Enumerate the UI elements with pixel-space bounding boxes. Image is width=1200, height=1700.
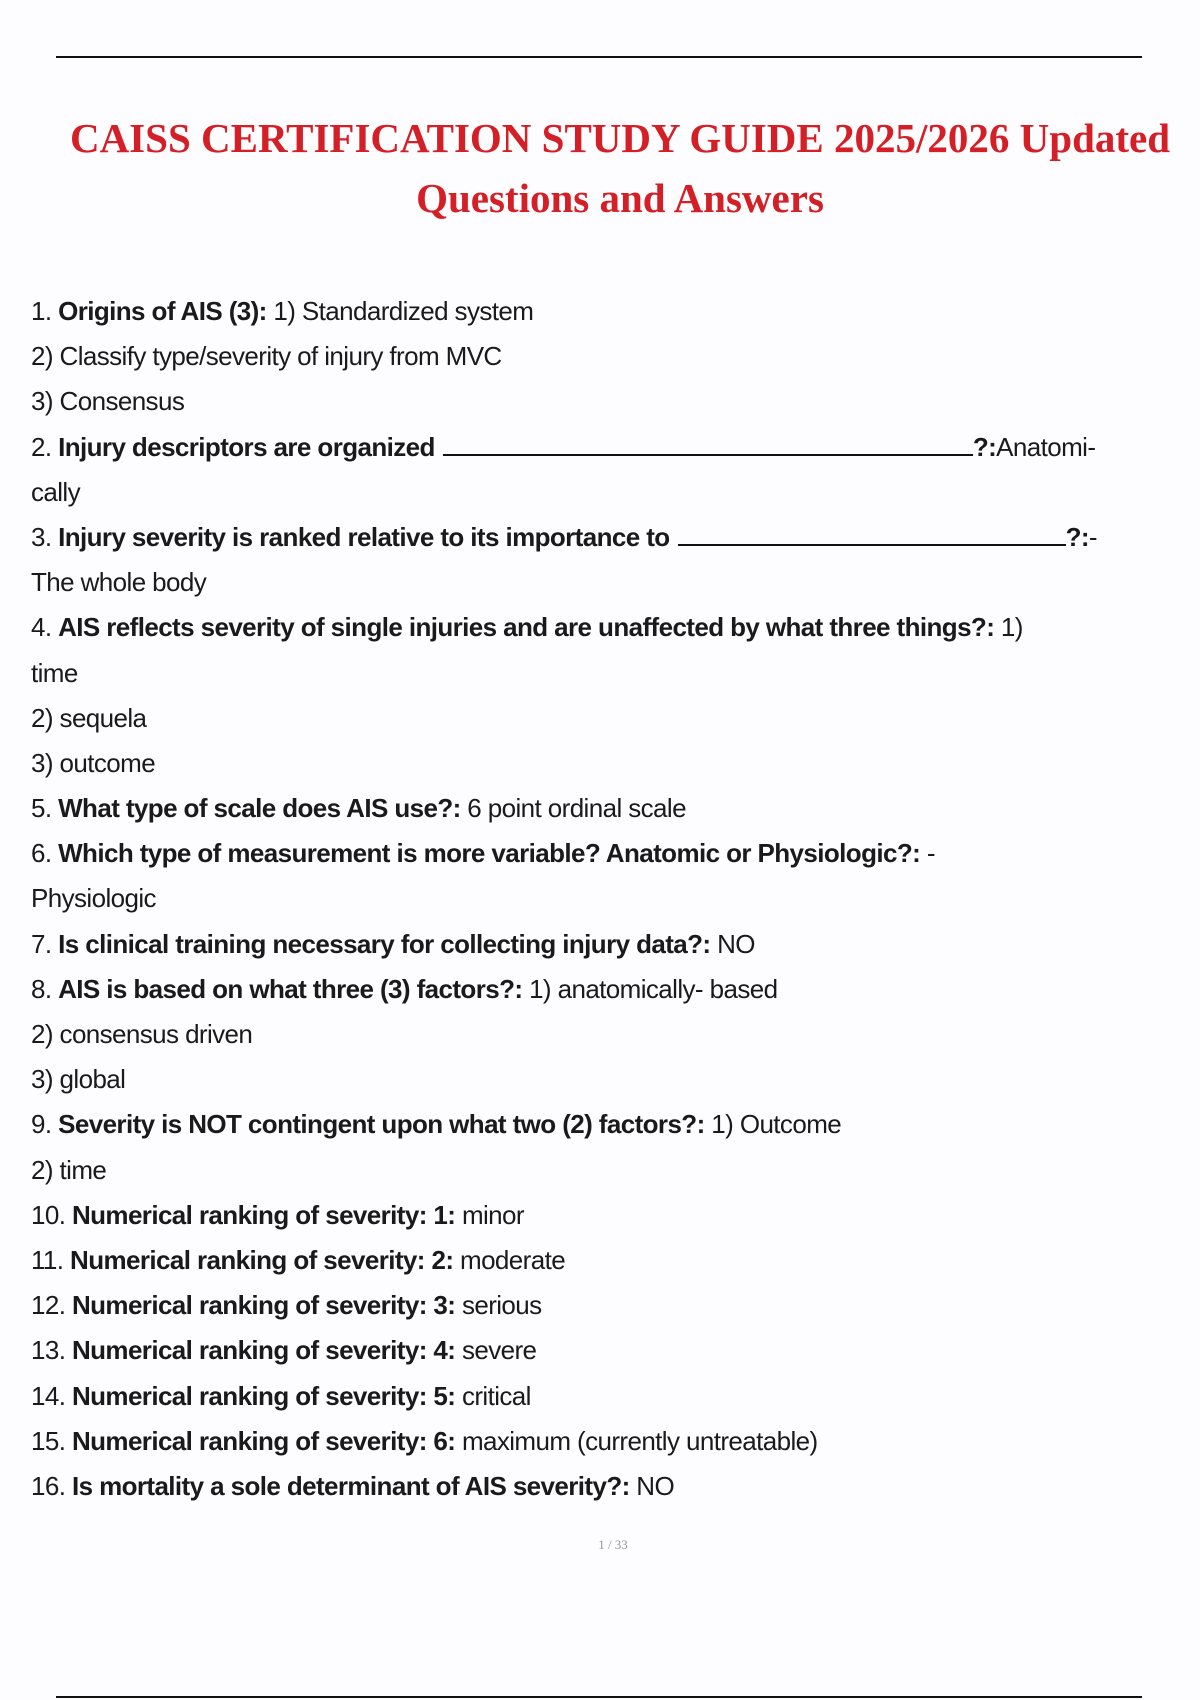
question-list <box>31 289 1181 1509</box>
question-number: 15. <box>31 1425 66 1456</box>
question-number: 12. <box>31 1290 66 1321</box>
answer-continuation: 2) time <box>31 1154 107 1185</box>
answer-text: - <box>1088 521 1097 552</box>
question-text: Numerical ranking of severity: 6: <box>71 1425 456 1456</box>
answer-continuation: 2) sequela <box>31 702 147 733</box>
question-text: Numerical ranking of severity: 4: <box>71 1335 456 1366</box>
answer-text: 1) Outcome <box>711 1109 842 1140</box>
question-item <box>31 1193 1181 1238</box>
answer-continuation: 3) Consensus <box>31 386 185 417</box>
question-suffix: ?: <box>1065 521 1089 552</box>
question-number: 2. <box>31 431 52 462</box>
document-title <box>40 108 1200 228</box>
question-item <box>31 1283 1181 1328</box>
question-item <box>31 425 1181 470</box>
answer-continuation: 3) global <box>31 1064 126 1095</box>
question-item <box>31 831 1181 876</box>
question-number: 9. <box>31 1109 52 1140</box>
answer-text: 1) <box>1000 612 1023 643</box>
question-number: 3. <box>31 521 52 552</box>
question-number: 1. <box>31 296 52 326</box>
answer-text: moderate <box>460 1244 566 1275</box>
question-number: 16. <box>31 1470 66 1501</box>
page-number: 1 / 33 <box>598 1537 628 1552</box>
question-number: 11. <box>31 1244 64 1275</box>
question-item <box>31 922 1181 967</box>
question-text: Severity is NOT contingent upon what two (2) factors?: <box>58 1109 705 1140</box>
answer-continuation: 2) consensus driven <box>31 1019 253 1049</box>
question-text: Numerical ranking of severity: 3: <box>71 1290 456 1321</box>
question-item <box>31 515 1181 560</box>
question-text: Is mortality a sole determinant of AIS severity?: <box>71 1470 630 1501</box>
question-text: Numerical ranking of severity: 5: <box>71 1380 456 1411</box>
question-item <box>31 1238 1181 1283</box>
question-text: Injury descriptors are organized <box>58 431 435 462</box>
question-text: Injury severity is ranked relative to its importance to <box>58 521 670 552</box>
question-item <box>31 786 1181 831</box>
answer-text: NO <box>636 1470 675 1501</box>
question-item <box>31 1328 1181 1373</box>
answer-text: NO <box>717 928 755 959</box>
question-number: 7. <box>31 928 52 959</box>
answer-text: severe <box>461 1335 537 1366</box>
question-number: 10. <box>31 1199 66 1230</box>
answer-continuation: cally <box>31 476 81 507</box>
question-text: AIS reflects severity of single injuries and are unaffected by what three things?: <box>58 612 995 643</box>
top-rule <box>56 56 1142 58</box>
question-text: Numerical ranking of severity: 2: <box>70 1244 454 1275</box>
title-line-1: CAISS CERTIFICATION STUDY GUIDE 2025/2026 Updated <box>69 115 1171 161</box>
answer-blank <box>443 432 973 456</box>
question-number: 8. <box>31 973 52 1004</box>
answer-text: critical <box>461 1380 531 1411</box>
question-number: 14. <box>31 1380 66 1411</box>
question-number: 4. <box>31 612 52 643</box>
answer-text: 6 point ordinal scale <box>467 793 686 824</box>
answer-continuation: time <box>31 657 78 688</box>
answer-continuation: 2) Classify type/severity of injury from MVC <box>31 341 502 372</box>
answer-text: 1) Standardized system <box>273 296 534 326</box>
question-item <box>31 605 1181 650</box>
question-text: AIS is based on what three (3) factors?: <box>58 973 523 1004</box>
question-text: Numerical ranking of severity: 1: <box>71 1199 456 1230</box>
question-number: 13. <box>31 1335 66 1366</box>
answer-continuation: Physiologic <box>31 883 156 914</box>
question-text: Which type of measurement is more variable? Anatomic or Physiologic?: <box>58 838 921 869</box>
question-item <box>31 1419 1181 1464</box>
answer-continuation: 3) outcome <box>31 747 156 778</box>
answer-text: maximum (currently untreatable) <box>461 1425 818 1456</box>
question-suffix: ?: <box>972 431 997 462</box>
question-text: Origins of AIS (3): <box>58 296 267 326</box>
answer-text: - <box>926 838 935 869</box>
question-item <box>31 967 1181 1012</box>
answer-text: 1) anatomically- based <box>529 973 778 1004</box>
question-item <box>31 1464 1181 1509</box>
title-line-2: Questions and Answers <box>416 175 824 221</box>
answer-continuation: The whole body <box>31 567 207 598</box>
question-item <box>31 1374 1181 1419</box>
question-text: What type of scale does AIS use?: <box>58 793 461 824</box>
answer-text: Anatomi- <box>996 431 1096 462</box>
question-number: 5. <box>31 793 52 824</box>
bottom-rule <box>56 1696 1142 1698</box>
question-number: 6. <box>31 838 52 869</box>
question-text: Is clinical training necessary for collecting injury data?: <box>58 928 711 959</box>
answer-text: minor <box>461 1199 524 1230</box>
answer-text: serious <box>461 1290 542 1321</box>
question-item <box>31 289 1181 334</box>
question-item <box>31 1102 1181 1147</box>
answer-blank <box>678 522 1066 546</box>
